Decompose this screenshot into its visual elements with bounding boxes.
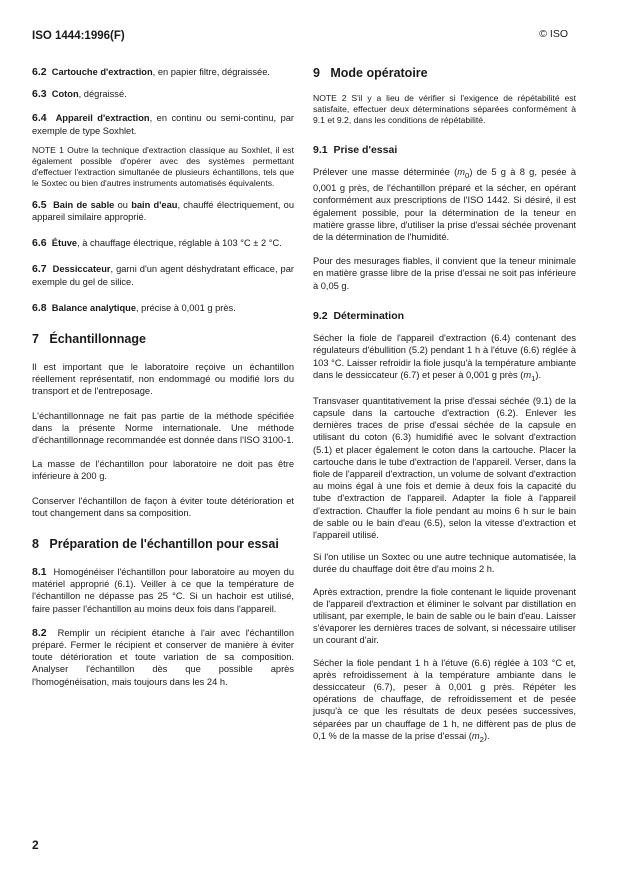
- clause-8-2: 8.2 Remplir un récipient étanche à l'air avec l'échantillon préparé. Fermer le récipient et conserver de manière à éviter toute détérioration et toute variation de sa composition. Analyser l'échantillon dès que possible après l'homogénéisation, mais toujours dans les 24 h.: [32, 626, 294, 687]
- note-2: NOTE 2 S'il y a lieu de vérifier si l'exigence de répétabilité est satisfaite, effectuer deux déterminations séparées conformément à 9.1 et 9.2, dans les conditions de répétabilité.: [313, 93, 576, 125]
- left-column: [32, 66, 294, 688]
- copyright-mark: © ISO: [539, 28, 568, 40]
- clause-6-2: 6.2 Cartouche d'extraction, en papier filtre, dégraissée.: [32, 66, 270, 78]
- clause-8-1: 8.1 Homogénéiser l'échantillon pour laboratoire au moyen du matériel approprié (6.1). Veiller à ce que la température de l'échantillon ne dépasse pas 25 °C. Si un hachoir est utilisé, faire passer l'échantillon au moins deux fois dans l'appareil.: [32, 566, 295, 614]
- section-7-paragraph-4: Conserver l'échantillon de façon à éviter toute détérioration et tout changement dans sa composition.: [32, 495, 294, 518]
- standard-designation: ISO 1444:1996(F): [32, 30, 125, 42]
- clause-9-2-paragraph-4: Après extraction, prendre la fiole contenant le liquide provenant de l'appareil d'extraction et éliminer le solvant par distillation en utilisant, par exemple, le bain de sable ou le bain d'eau. Laisser s'évaporer les dernières traces de solvant, si nécessaire utiliser un courant d'air.: [313, 586, 576, 646]
- clause-9-2-paragraph-1: Sécher la fiole de l'appareil d'extraction (6.4) contenant des régulateurs d'ébullition (5.2) pendant 1 h à l'étuve (6.6) réglée à 103 °C. Laisser refroidir la fiole jusqu'à la température ambiante dans le dessiccateur (6.7) et peser à 0,001 g près $(m_1)$.: [313, 333, 576, 383]
- clause-9-2-paragraph-2: Transvaser quantitativement la prise d'essai séchée (9.1) de la capsule dans la cartouche d'extraction (6.2). Enlever les dernières traces de prise d'essai séchée de la capsule en utilisant du coton (6.3) humidifié avec le solvant d'extraction (5.1) et placer également le coton dans la cartouche. Placer la cartouche dans le tube d'extraction de l'appareil. Verser, dans la fiole de l'appareil d'extraction, un volume de solvant d'extraction au moins égal à une fois et demie à deux fois la capacité du tube d'extraction de l'appareil. Adapter la fiole à l'appareil d'extraction. Chauffer la fiole pendant au moins 6 h sur le bain de sable ou le bain d'eau (6.5), selon la vitesse d'extraction et l'appareil utilisé.: [313, 395, 576, 540]
- section-7-paragraph-1: Il est important que le laboratoire reçoive un échantillon réellement représentatif, non endommagé ou modifié lors du transport et de l'entreposage.: [32, 362, 294, 397]
- section-7-paragraph-2: L'échantillonnage ne fait pas partie de la méthode spécifiée dans la présente Norme internationale. Une méthode d'échantillonnage recommandée est donnée dans l'ISO 3100-1.: [32, 410, 294, 446]
- right-column: [313, 66, 576, 746]
- clause-6-4: 6.4 Appareil d'extraction, en continu ou semi-continu, par exemple de type Soxhlet.: [32, 112, 295, 136]
- note-1: NOTE 1 Outre la technique d'extraction classique au Soxhlet, il est également possible d'opérer avec des systèmes permettant d'effectuer l'extraction simultanée de plusieurs échantillons, tels que le Soxtec ou bien d'autres instruments automatisés équivalents.: [32, 144, 294, 188]
- clause-6-3: 6.3 Coton, dégraissé.: [32, 88, 127, 101]
- section-9-heading: 9 Mode opératoire: [313, 66, 428, 80]
- clause-6-7: 6.7 Dessiccateur, garni d'un agent déshydratant efficace, par exemple du gel de silice.: [32, 263, 294, 287]
- clause-9-2-heading: 9.2 Détermination: [313, 309, 405, 322]
- section-7-heading: 7 Échantillonnage: [32, 332, 146, 347]
- clause-9-1-paragraph-2: Pour des mesurages fiables, il convient que la teneur minimale en matière grasse libre de la prise d'essai ne soit pas inférieure à 0,05 g.: [313, 256, 576, 291]
- section-7-paragraph-3: La masse de l'échantillon pour laboratoire ne doit pas être inférieure à 200 g.: [32, 459, 294, 482]
- section-8-heading: 8 Préparation de l'échantillon pour essai: [32, 537, 279, 552]
- clause-9-1-heading: 9.1 Prise d'essai: [313, 144, 398, 156]
- page-number: 2: [32, 838, 39, 852]
- clause-6-6: 6.6 Étuve, à chauffage électrique, réglable à 103 °C ± 2 °C.: [32, 237, 282, 250]
- clause-9-1-paragraph-1: Prélever une masse déterminée $(m_0)$ de 5 g à 8 g, pesée à 0,001 g près, de l'échantillon préparé et la sécher, en opérant conformément aux prescriptions de l'ISO 1442. Si désiré, il est également possible, pour la détermination de la teneur en matière grasse libre, d'utiliser la prise d'essai séchée provenant de la détermination de l'humidité.: [313, 167, 576, 243]
- clause-6-5: 6.5 Bain de sable ou bain d'eau, chauffé électriquement, ou appareil similaire approprié.: [32, 198, 294, 223]
- clause-9-2-paragraph-3: Si l'on utilise un Soxtec ou une autre technique automatisée, la durée du chauffage doit être d'au moins 2 h.: [313, 552, 576, 575]
- clause-6-8: 6.8 Balance analytique, précise à 0,001 g près.: [32, 301, 236, 314]
- clause-9-2-paragraph-5: Sécher la fiole pendant 1 h à l'étuve (6.6) réglée à 103 °C et, après refroidissement à la température ambiante dans le dessiccateur (6.7), peser à 0,001 g près. Répéter les opérations de chauffage, de refroidissement et de pesée jusqu'à ce que les résultats de deux pesées successives, séparées par un chauffage de 1 h, ne diffèrent pas de plus de 0,1 % de la masse de la prise d'essai $(m_2)$.: [313, 657, 576, 744]
